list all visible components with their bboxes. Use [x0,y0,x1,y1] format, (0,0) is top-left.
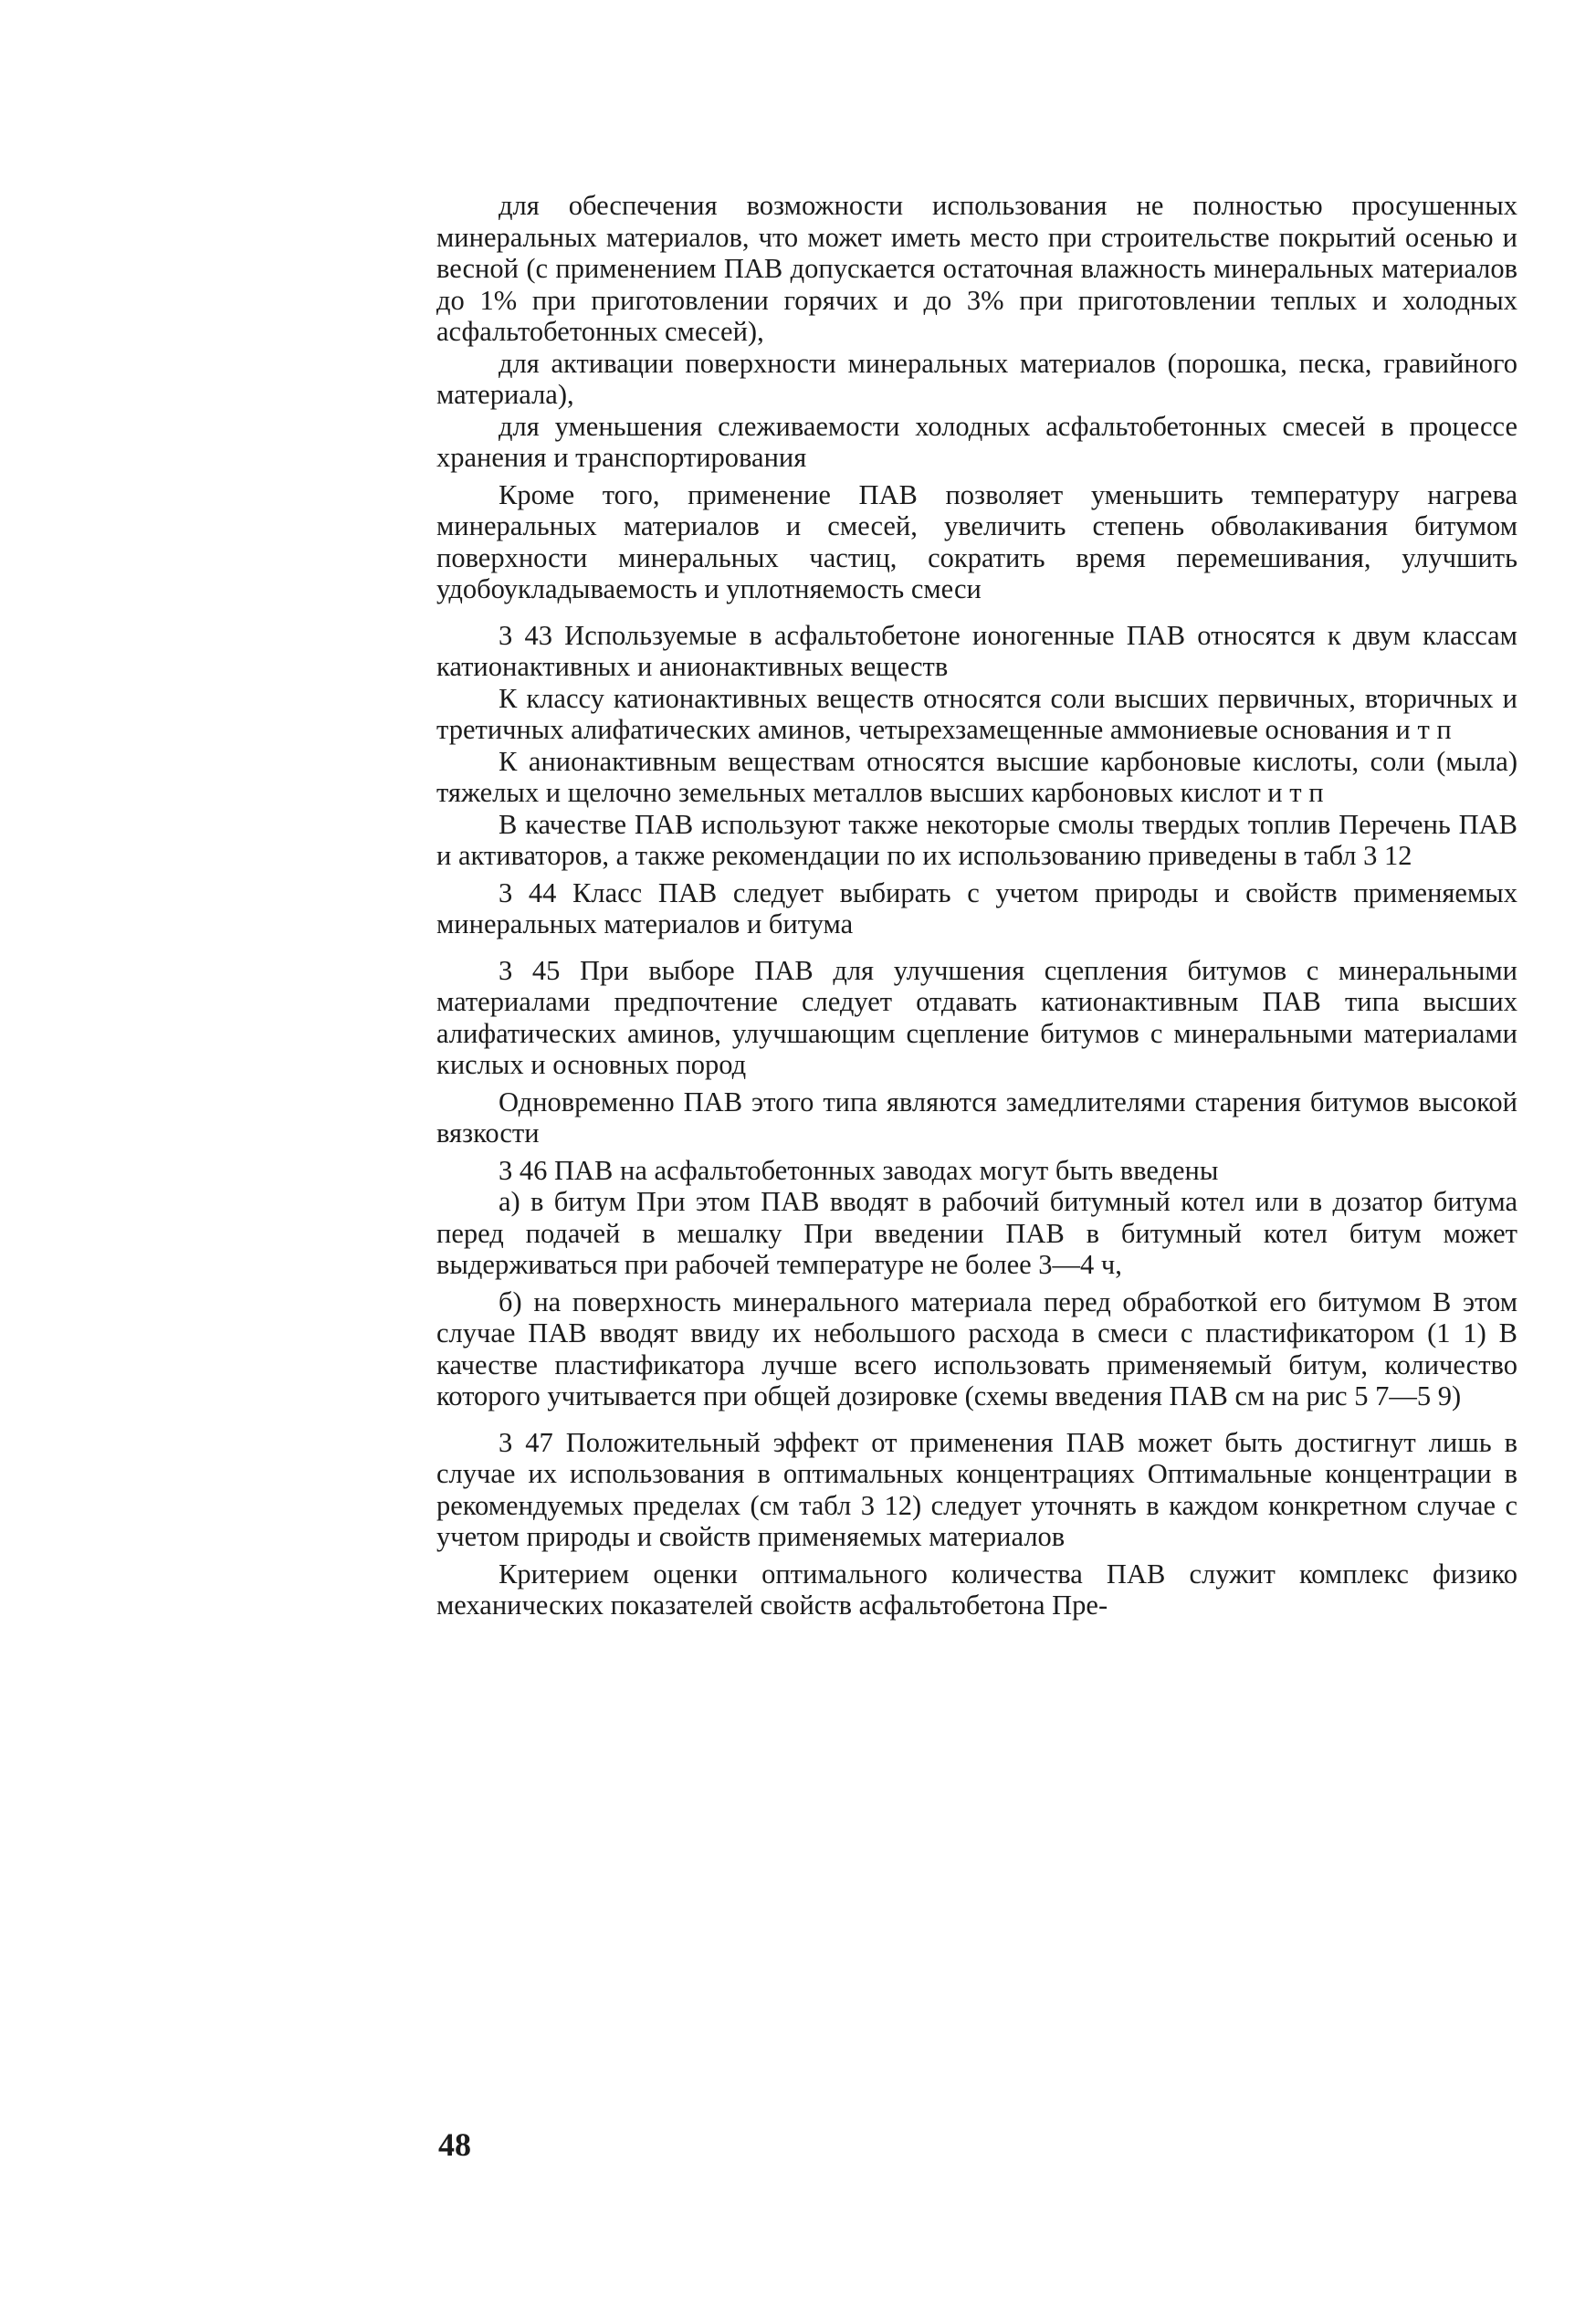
paragraph-13: а) в битум При этом ПАВ вводят в рабочий битумный котел или в дозатор битума перед подачей в мешалку При введении ПАВ в битумный котел битум может выдерживаться при рабочей температуре не более 3—4 ч, [436,1186,1517,1280]
paragraph-8: В качестве ПАВ используют также некоторые смолы твердых топлив Перечень ПАВ и активаторов, а также рекомендации по их использованию приведены в табл 3 12 [436,808,1517,871]
paragraph-4: Кроме того, применение ПАВ позволяет уменьшить температуру нагрева минеральных материалов и смесей, увеличить степень обволакивания битумом поверхности минеральных частиц, сократить время перемешивания, улучшить удобоукладываемость и уплотняемость смеси [436,478,1517,604]
paragraph-14: б) на поверхность минерального материала перед обработкой его битумом В этом случае ПАВ вводят ввиду их небольшого расхода в смеси с пластификатором (1 1) В качестве пластификатора лучше всего использовать применяемый битум, количество которого учитывается при общей дозировке (схемы введения ПАВ см на рис 5 7—5 9) [436,1285,1517,1411]
paragraph-1: для обеспечения возможности использования не полностью просушенных минеральных материалов, что может иметь место при строительстве покрытий осенью и весной (с применением ПАВ допускается остаточная влажность минеральных материалов до 1% при приготовлении горячих и до 3% при приготовлении теплых и холодных асфальтобетонных смесей), [436,190,1517,347]
paragraph-7: К анионактивным веществам относятся высшие карбоновые кислоты, соли (мыла) тяжелых и щелочно земельных металлов высших карбоновых кислот и т п [436,745,1517,808]
paragraph-2: для активации поверхности минеральных материалов (порошка, песка, гравийного материала), [436,347,1517,410]
paragraph-9: 3 44 Класс ПАВ следует выбирать с учетом природы и свойств применяемых минеральных материалов и битума [436,876,1517,939]
paragraph-12: 3 46 ПАВ на асфальтобетонных заводах могут быть введены [499,1154,1219,1186]
page-number: 48 [438,2126,471,2163]
paragraph-16: Критерием оценки оптимального количества ПАВ служит комплекс физико механических показателей свойств асфальтобетона Пре- [436,1558,1517,1621]
paragraph-6: К классу катионактивных веществ относятся соли высших первичных, вторичных и третичных алифатических аминов, четырехзамещенные аммониевые основания и т п [436,682,1517,745]
paragraph-15: 3 47 Положительный эффект от применения ПАВ может быть достигнут лишь в случае их использования в оптимальных концентрациях Оптимальные концентрации в рекомендуемых пределах (см табл 3 12) следует уточнять в каждом конкретном случае с учетом природы и свойств применяемых материалов [436,1426,1517,1552]
paragraph-5: 3 43 Используемые в асфальтобетоне ионогенные ПАВ относятся к двум классам катионактивных и анионактивных веществ [436,619,1517,682]
page-body [436,190,1517,1621]
paragraph-10: 3 45 При выборе ПАВ для улучшения сцепления битумов с минеральными материалами предпочтение следует отдавать катионактивным ПАВ типа высших алифатических аминов, улучшающим сцепление битумов с минеральными материалами кислых и основных пород [436,954,1517,1080]
paragraph-3: для уменьшения слеживаемости холодных асфальтобетонных смесей в процессе хранения и транспортирования [436,410,1517,473]
paragraph-11: Одновременно ПАВ этого типа являются замедлителями старения битумов высокой вязкости [436,1086,1517,1149]
